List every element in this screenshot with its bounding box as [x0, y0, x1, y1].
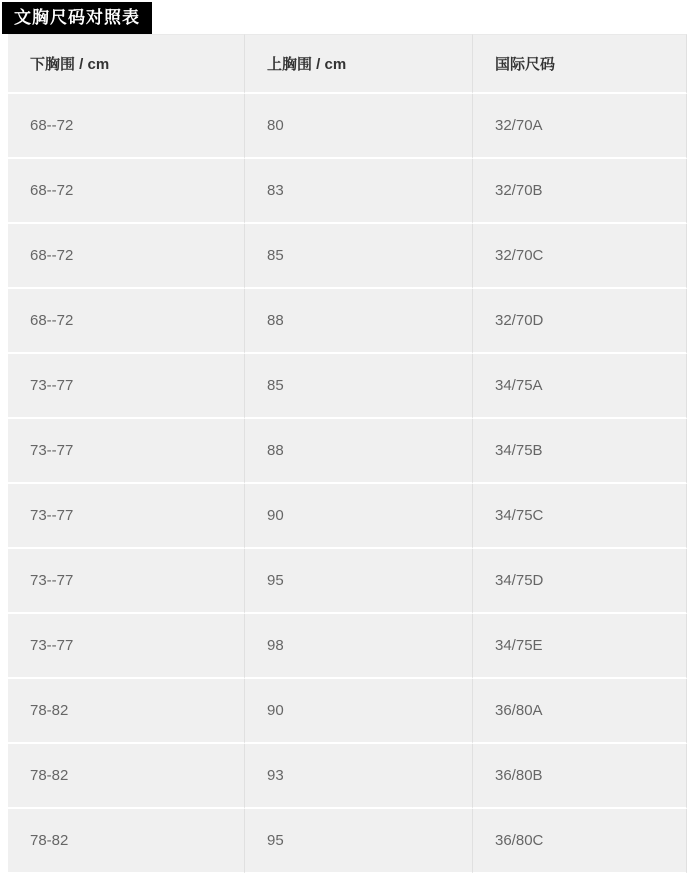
cell-under-bust: 68--72: [8, 289, 244, 354]
table-row: [8, 484, 687, 549]
table-body: [8, 94, 687, 873]
table-row: [8, 679, 687, 744]
cell-under-bust: 78-82: [8, 744, 244, 809]
column-header-intl-size: 国际尺码: [472, 34, 687, 94]
cell-intl-size: 32/70B: [472, 159, 687, 224]
table-header: [8, 34, 687, 94]
cell-intl-size: 36/80B: [472, 744, 687, 809]
cell-over-bust: 85: [244, 224, 472, 289]
cell-intl-size: 34/75E: [472, 614, 687, 679]
column-header-under-bust: 下胸围 / cm: [8, 34, 244, 94]
cell-intl-size: 32/70D: [472, 289, 687, 354]
cell-over-bust: 83: [244, 159, 472, 224]
bra-size-table: [8, 34, 687, 873]
cell-under-bust: 68--72: [8, 159, 244, 224]
cell-under-bust: 68--72: [8, 94, 244, 159]
table-row: [8, 354, 687, 419]
cell-under-bust: 73--77: [8, 484, 244, 549]
cell-over-bust: 93: [244, 744, 472, 809]
cell-under-bust: 78-82: [8, 679, 244, 744]
cell-over-bust: 98: [244, 614, 472, 679]
cell-under-bust: 73--77: [8, 419, 244, 484]
table-row: [8, 289, 687, 354]
cell-intl-size: 36/80C: [472, 809, 687, 873]
table-row: [8, 224, 687, 289]
table-row: [8, 809, 687, 873]
cell-intl-size: 32/70A: [472, 94, 687, 159]
cell-over-bust: 88: [244, 289, 472, 354]
page-title: 文胸尺码对照表: [2, 2, 152, 34]
cell-intl-size: 34/75B: [472, 419, 687, 484]
cell-over-bust: 90: [244, 484, 472, 549]
cell-under-bust: 73--77: [8, 549, 244, 614]
table-row: [8, 744, 687, 809]
cell-under-bust: 73--77: [8, 354, 244, 419]
cell-intl-size: 32/70C: [472, 224, 687, 289]
cell-over-bust: 85: [244, 354, 472, 419]
table-row: [8, 614, 687, 679]
table-row: [8, 94, 687, 159]
cell-over-bust: 95: [244, 809, 472, 873]
cell-over-bust: 80: [244, 94, 472, 159]
table-row: [8, 549, 687, 614]
cell-intl-size: 34/75A: [472, 354, 687, 419]
cell-intl-size: 34/75C: [472, 484, 687, 549]
table-row: [8, 159, 687, 224]
cell-under-bust: 73--77: [8, 614, 244, 679]
cell-intl-size: 36/80A: [472, 679, 687, 744]
cell-intl-size: 34/75D: [472, 549, 687, 614]
column-header-over-bust: 上胸围 / cm: [244, 34, 472, 94]
cell-over-bust: 88: [244, 419, 472, 484]
cell-under-bust: 78-82: [8, 809, 244, 873]
cell-over-bust: 95: [244, 549, 472, 614]
table-row: [8, 419, 687, 484]
header-row: [8, 34, 687, 94]
cell-under-bust: 68--72: [8, 224, 244, 289]
cell-over-bust: 90: [244, 679, 472, 744]
